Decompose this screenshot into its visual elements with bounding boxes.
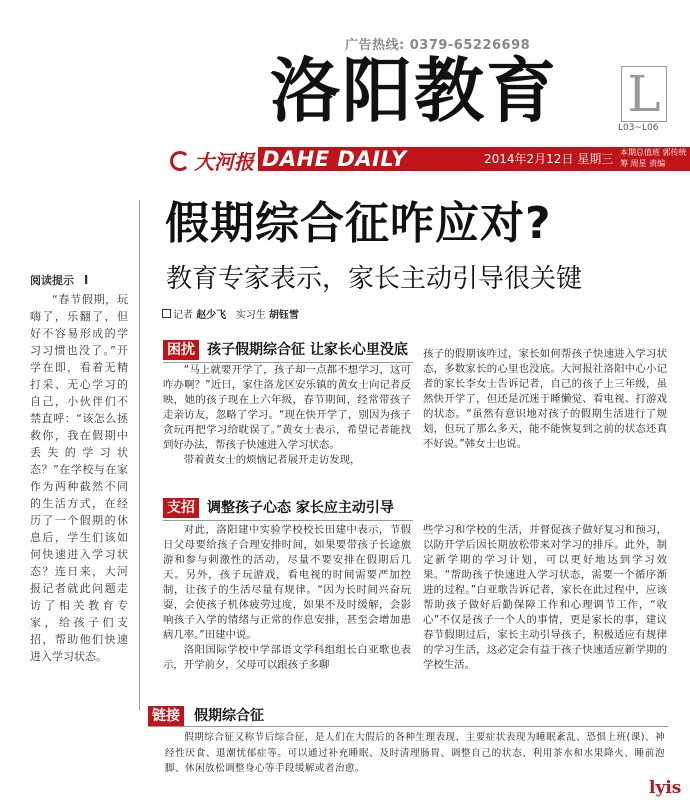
editors-credit: 本期总值班 郭传统筹 周星 责编 bbox=[620, 148, 687, 168]
section2-col2 bbox=[423, 523, 667, 673]
reading-tips-mark: I bbox=[83, 273, 89, 287]
reporter-label: 记者 bbox=[173, 310, 193, 321]
watermark: lyis bbox=[649, 778, 682, 798]
section1-col1-p2: 带着黄女士的烦恼记者展开走访发现， bbox=[183, 454, 361, 466]
reading-tips-heading bbox=[30, 272, 128, 289]
intern-label: 实习生 bbox=[235, 310, 266, 321]
section-pages: L03~L06 bbox=[618, 123, 659, 133]
subheadline: 教育专家表示，家长主动引导很关键 bbox=[166, 264, 583, 294]
reading-tips-sidebar bbox=[30, 272, 128, 665]
paper-logo bbox=[170, 146, 254, 175]
intern-name: 胡钰雪 bbox=[268, 310, 299, 321]
section2-col2-p1: 些学习和学校的生活，并督促孩子做好复习和预习，以防开学后因长期放松带来对学习的排斥。此外，制定新学期的学习计划，可以更好地达到学习效果。“帮助孩子快速进入学习状态，需要一个循序渐进的过程。”白亚歌告诉记者，家长在此过程中，应该帮助孩子做好后勤保障工作和心理调节工作，“收心”不仅是孩子一个人的事情，更是家长的事，建议春节假期过后，家长主动引导孩子，积极适应有规律的学习生活，这必定会有益于孩子快速适应新学期的学校生活。 bbox=[423, 524, 667, 671]
section2-title: 调整孩子心态 家长应主动引导 bbox=[207, 500, 394, 516]
ad-hotline: 广告热线: 0379-65226698 bbox=[345, 38, 531, 53]
section3-header bbox=[148, 706, 264, 726]
section1-col1-p1: “马上就要开学了，孩子却一点都不想学习，这可咋办啊？”近日，家住洛龙区安乐镇的黄女士向记者反映，她的孩子现在上六年级，春节期间，经常带孩子走亲访友，忽略了学习。“现在快开学了，别因为孩子贪玩再把学习给耽误了。”黄女士表示，希望记者能找到好办法，帮孩子快速进入学习状态。 bbox=[163, 364, 411, 451]
section-letter-box bbox=[621, 66, 667, 122]
section3-body: 假期综合征又称节后综合征，是人们在大假后的各种生理表现，主要症状表现为睡眠紊乱、恐惧上班(课)、神经性厌食、退潮忧郁症等。可以通过补充睡眠、及时清理肠胃、调整自己的状态、利用茶水和水果降火、睡前泡脚、休闲放松调整身心等手段缓解或者治愈。 bbox=[165, 732, 665, 774]
section3-title: 假期综合征 bbox=[194, 708, 264, 724]
reporter-name: 赵少飞 bbox=[196, 310, 227, 321]
paper-name: DAHE DAILY bbox=[262, 147, 407, 171]
masthead-title: 洛阳教育 bbox=[270, 50, 558, 132]
reading-tips-body: “春节假期，玩嗨了，乐翻了，但好不容易形成的学习习惯也没了。”开学在即，看着无精打采、无心学习的自己，小伙伴们不禁直呼：“该怎么拯救你，我在假期中丢失的学习状态？”在学校与在家作为两种截然不同的生活方式，在经历了一个假期的休息后，学生们该如何快速进入学习状态？连日来，大河报记者就此问题走访了相关教育专家，给孩子们支招，帮助他们快速进入学习状态。 bbox=[30, 293, 128, 663]
issue-date: 2014年2月12日 星期三 bbox=[484, 152, 614, 166]
byline bbox=[162, 306, 299, 321]
section2-col1 bbox=[163, 523, 411, 673]
logo-spiral-icon bbox=[170, 151, 190, 171]
section2-col1-p1: 对此，洛阳建中实验学校校长田建中表示，节假日父母要给孩子合理安排时间，如果要带孩子长途旅游和参与刺激性的活动，尽量不要安排在假期后几天。另外，孩子玩游戏，看电视的时间需要严加控制，让孩子的生活尽量有规律。“因为长时间兴奋玩耍，会使孩子机体疲劳过度，如果不及时缓解，会影响孩子入学的情绪与正常的作息安排，甚至会增加患病几率。”田建中说。 bbox=[163, 524, 411, 641]
section2-tag: 支招 bbox=[163, 498, 199, 518]
section3-tag: 链接 bbox=[148, 706, 184, 726]
column-divider bbox=[139, 200, 140, 710]
section2-col1-p2: 洛阳国际学校中学部语文学科组组长白亚歌也表示，开学前夕，父母可以跟孩子多聊 bbox=[163, 644, 411, 671]
reading-tips-heading-text: 阅读提示 bbox=[30, 274, 74, 287]
section3-rule bbox=[148, 726, 668, 727]
section1-col1 bbox=[163, 363, 411, 468]
section2-header bbox=[163, 498, 394, 518]
section1-tag: 困扰 bbox=[163, 340, 199, 360]
byline-box-icon bbox=[162, 309, 171, 318]
section-letter: L bbox=[627, 65, 661, 123]
section1-col2 bbox=[423, 347, 667, 452]
section1-title: 孩子假期综合征 让家长心里没底 bbox=[207, 342, 408, 358]
section1-header bbox=[163, 340, 408, 360]
section2-rule bbox=[163, 520, 413, 521]
headline: 假期综合征咋应对? bbox=[165, 198, 552, 249]
paper-logo-text: 大河报 bbox=[194, 150, 254, 174]
section1-col2-p1: 孩子的假期该咋过，家长如何帮孩子快速进入学习状态，多数家长的心里也没底。大河报社洛阳中心小记者的家长李女士告诉记者，自己的孩子上三年级，虽然快开学了，但还是沉迷于睡懒觉、看电视、打游戏的状态。“虽然有意识地对孩子的假期生活进行了规划，但玩了那么多天，能不能恢复到之前的状态还真不好说。”韩女士也说。 bbox=[423, 348, 667, 450]
